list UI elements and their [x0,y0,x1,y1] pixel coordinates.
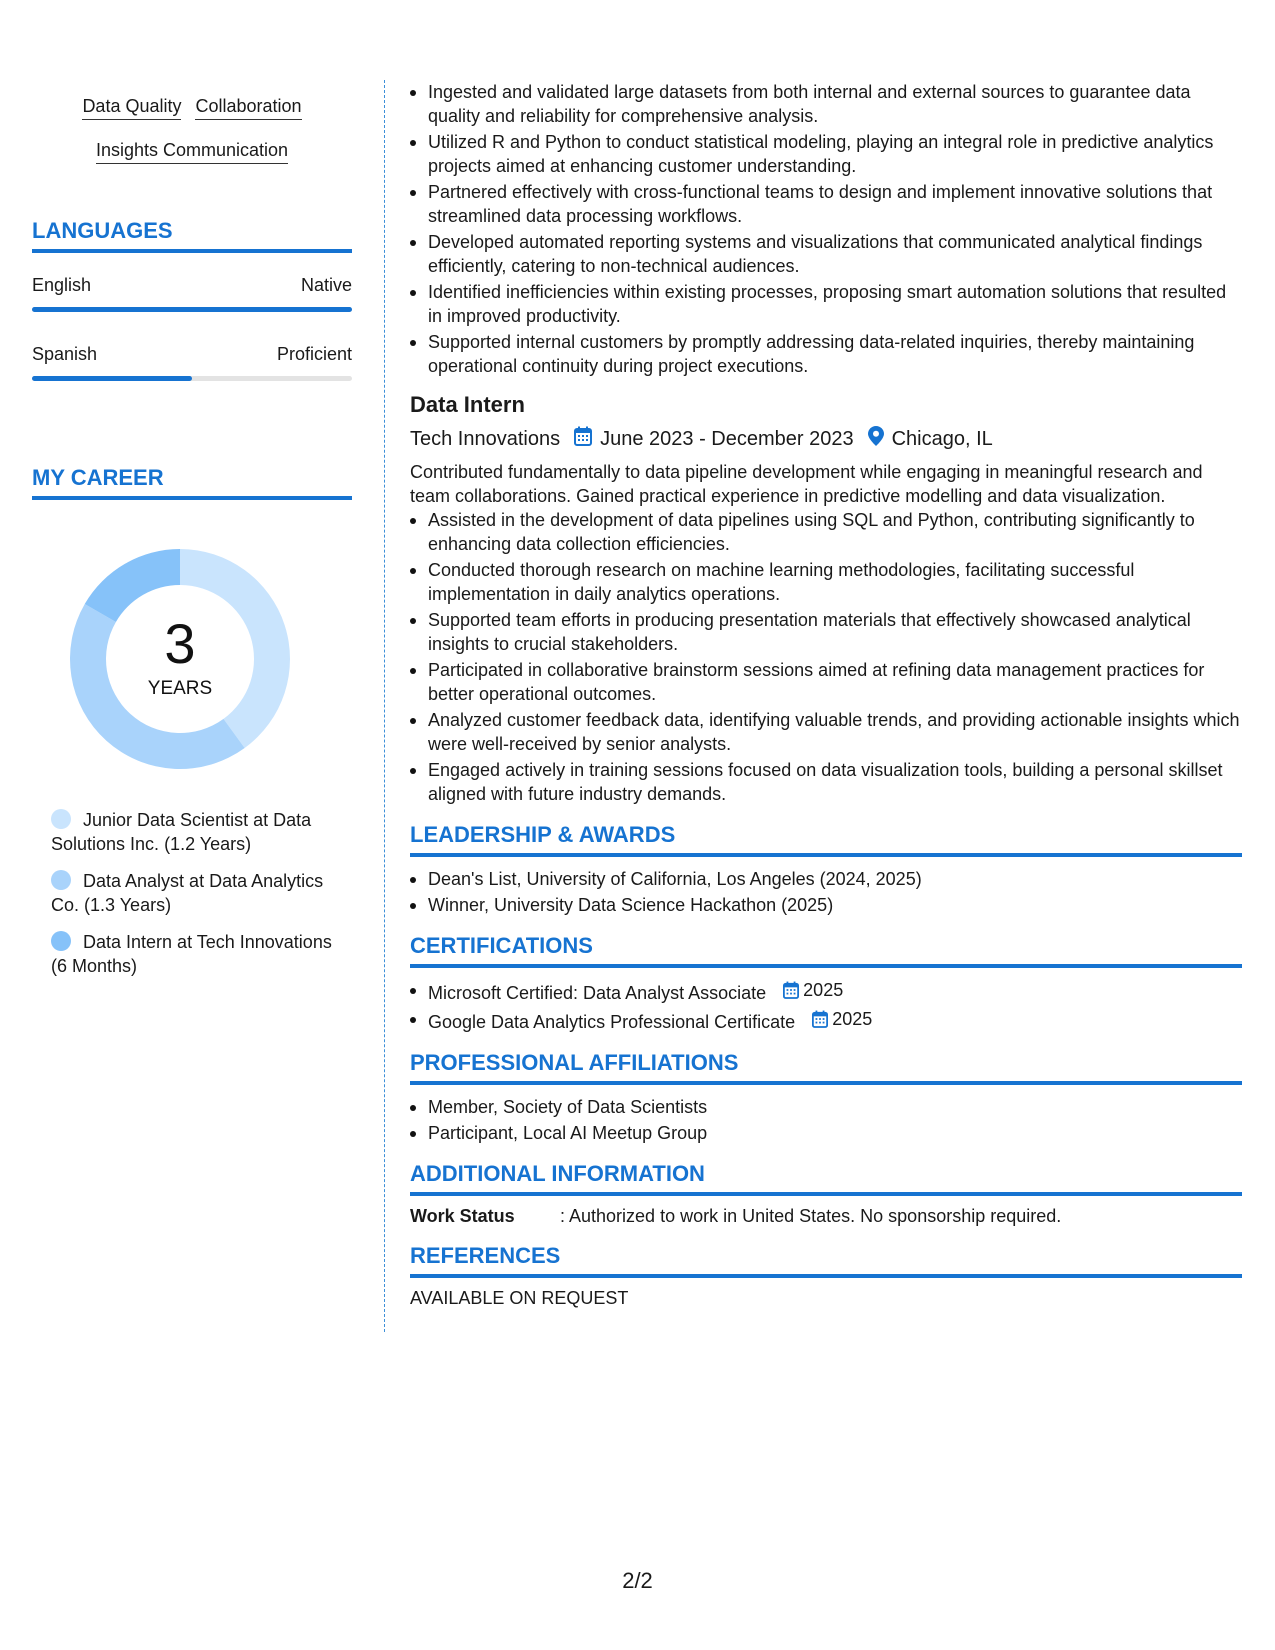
list-item [410,1007,1242,1034]
list-item: Dean's List, University of California, Los Angeles (2024, 2025) [410,867,1242,891]
location-pin-icon [868,426,884,452]
list-item: Identified inefficiencies within existing processes, proposing smart automation solutions that resulted in improved productivity. [410,280,1242,328]
list-item: Participant, Local AI Meetup Group [410,1121,1242,1145]
list-item: Participated in collaborative brainstorm sessions aimed at refining data management practices for better operational outcomes. [410,658,1242,706]
legend-dot [51,931,71,951]
column-divider [384,80,385,1332]
list-item: Analyzed customer feedback data, identifying valuable trends, and providing actionable insights which were well-received by senior analysts. [410,708,1242,756]
work-status-value: : Authorized to work in United States. No sponsorship required. [560,1206,1062,1226]
legend-label: Data Analyst at Data Analytics Co. (1.3 Years) [51,871,324,915]
career-legend [32,808,352,978]
sidebar [32,84,352,991]
leadership-list [410,867,1242,917]
list-item: Utilized R and Python to conduct statistical modeling, playing an integral role in predictive analytics projects aimed at enhancing customer understanding. [410,130,1242,178]
calendar-icon [783,981,799,999]
certification-year: 2025 [832,1009,873,1029]
list-item: Ingested and validated large datasets from both internal and external sources to guarantee data quality and reliability for comprehensive analysis. [410,80,1242,128]
legend-label: Junior Data Scientist at Data Solutions Inc. (1.2 Years) [51,810,312,854]
career-total-unit: YEARS [147,678,213,699]
list-item [410,978,1242,1005]
career-donut-chart [65,544,295,774]
language-name: Spanish [32,344,98,364]
work-status-row [410,1206,1242,1227]
job-title: Data Intern [410,392,525,417]
legend-item [51,869,341,917]
legend-label: Data Intern at Tech Innovations (6 Months) [51,932,332,976]
certification-year-wrap [783,978,843,1002]
languages-heading: LANGUAGES [32,218,352,253]
list-item: Supported team efforts in producing presentation materials that effectively showcased analytical insights to crucial stakeholders. [410,608,1242,656]
list-item: Engaged actively in training sessions focused on data visualization tools, building a personal skillset aligned with future industry demands. [410,758,1242,806]
list-item: Partnered effectively with cross-functional teams to design and implement innovative solutions that streamlined data processing workflows. [410,180,1242,228]
list-item: Conducted thorough research on machine learning methodologies, facilitating successful implementation in daily analytics operations. [410,558,1242,606]
references-heading: REFERENCES [410,1243,1242,1278]
job-dates: June 2023 - December 2023 [600,427,854,450]
career-total-years: 3 [164,612,196,675]
legend-item [51,930,341,978]
list-item: Supported internal customers by promptly addressing data-related inquiries, thereby maintaining operational continuity during project executions. [410,330,1242,378]
page-number: 2/2 [622,1568,653,1593]
affiliations-heading: PROFESSIONAL AFFILIATIONS [410,1050,1242,1085]
legend-dot [51,870,71,890]
job-summary: Contributed fundamentally to data pipeline development while engaging in meaningful research and team collaborations. Gained practical experience in predictive modelling and data visualization. [410,462,1203,506]
career-heading: MY CAREER [32,465,352,500]
language-bar [32,307,352,312]
language-level: Proficient [276,344,352,364]
languages-section [32,218,352,381]
language-bar-fill [32,307,352,312]
language-row [32,344,352,365]
job-meta [410,426,1242,452]
language-name: English [32,275,92,295]
certifications-list [410,978,1242,1034]
list-item: Member, Society of Data Scientists [410,1095,1242,1119]
list-item: Developed automated reporting systems and visualizations that communicated analytical findings efficiently, catering to non-technical audiences. [410,230,1242,278]
calendar-icon [574,426,592,452]
language-level: Native [300,275,352,295]
work-status-label: Work Status [410,1206,515,1226]
certification-year-wrap [812,1007,872,1031]
job-bullets [410,508,1242,806]
certification-name: Microsoft Certified: Data Analyst Associate [428,983,767,1003]
list-item: Winner, University Data Science Hackathon (2025) [410,893,1242,917]
references-value: AVAILABLE ON REQUEST [410,1288,629,1308]
legend-dot [51,809,71,829]
donut-center [65,544,295,774]
career-section [32,465,352,978]
certification-name: Google Data Analytics Professional Certificate [428,1012,796,1032]
skill-tag: Data Quality [82,95,181,120]
language-bar-fill [32,376,192,381]
legend-item [51,808,341,856]
affiliations-list [410,1095,1242,1145]
certification-year: 2025 [803,980,844,1000]
skill-tag: Insights Communication [96,139,288,164]
leadership-heading: LEADERSHIP & AWARDS [410,822,1242,857]
certifications-heading: CERTIFICATIONS [410,933,1242,968]
job-location: Chicago, IL [891,427,993,450]
job-company: Tech Innovations [410,427,561,450]
skill-tag: Collaboration [195,95,301,120]
additional-info-heading: ADDITIONAL INFORMATION [410,1161,1242,1196]
previous-job-bullets [410,80,1242,378]
list-item: Assisted in the development of data pipelines using SQL and Python, contributing significantly to enhancing data collection efficiencies. [410,508,1242,556]
calendar-icon [812,1010,828,1028]
language-row [32,275,352,296]
skill-tags [32,84,352,172]
language-bar [32,376,352,381]
main-content [410,80,1242,1309]
